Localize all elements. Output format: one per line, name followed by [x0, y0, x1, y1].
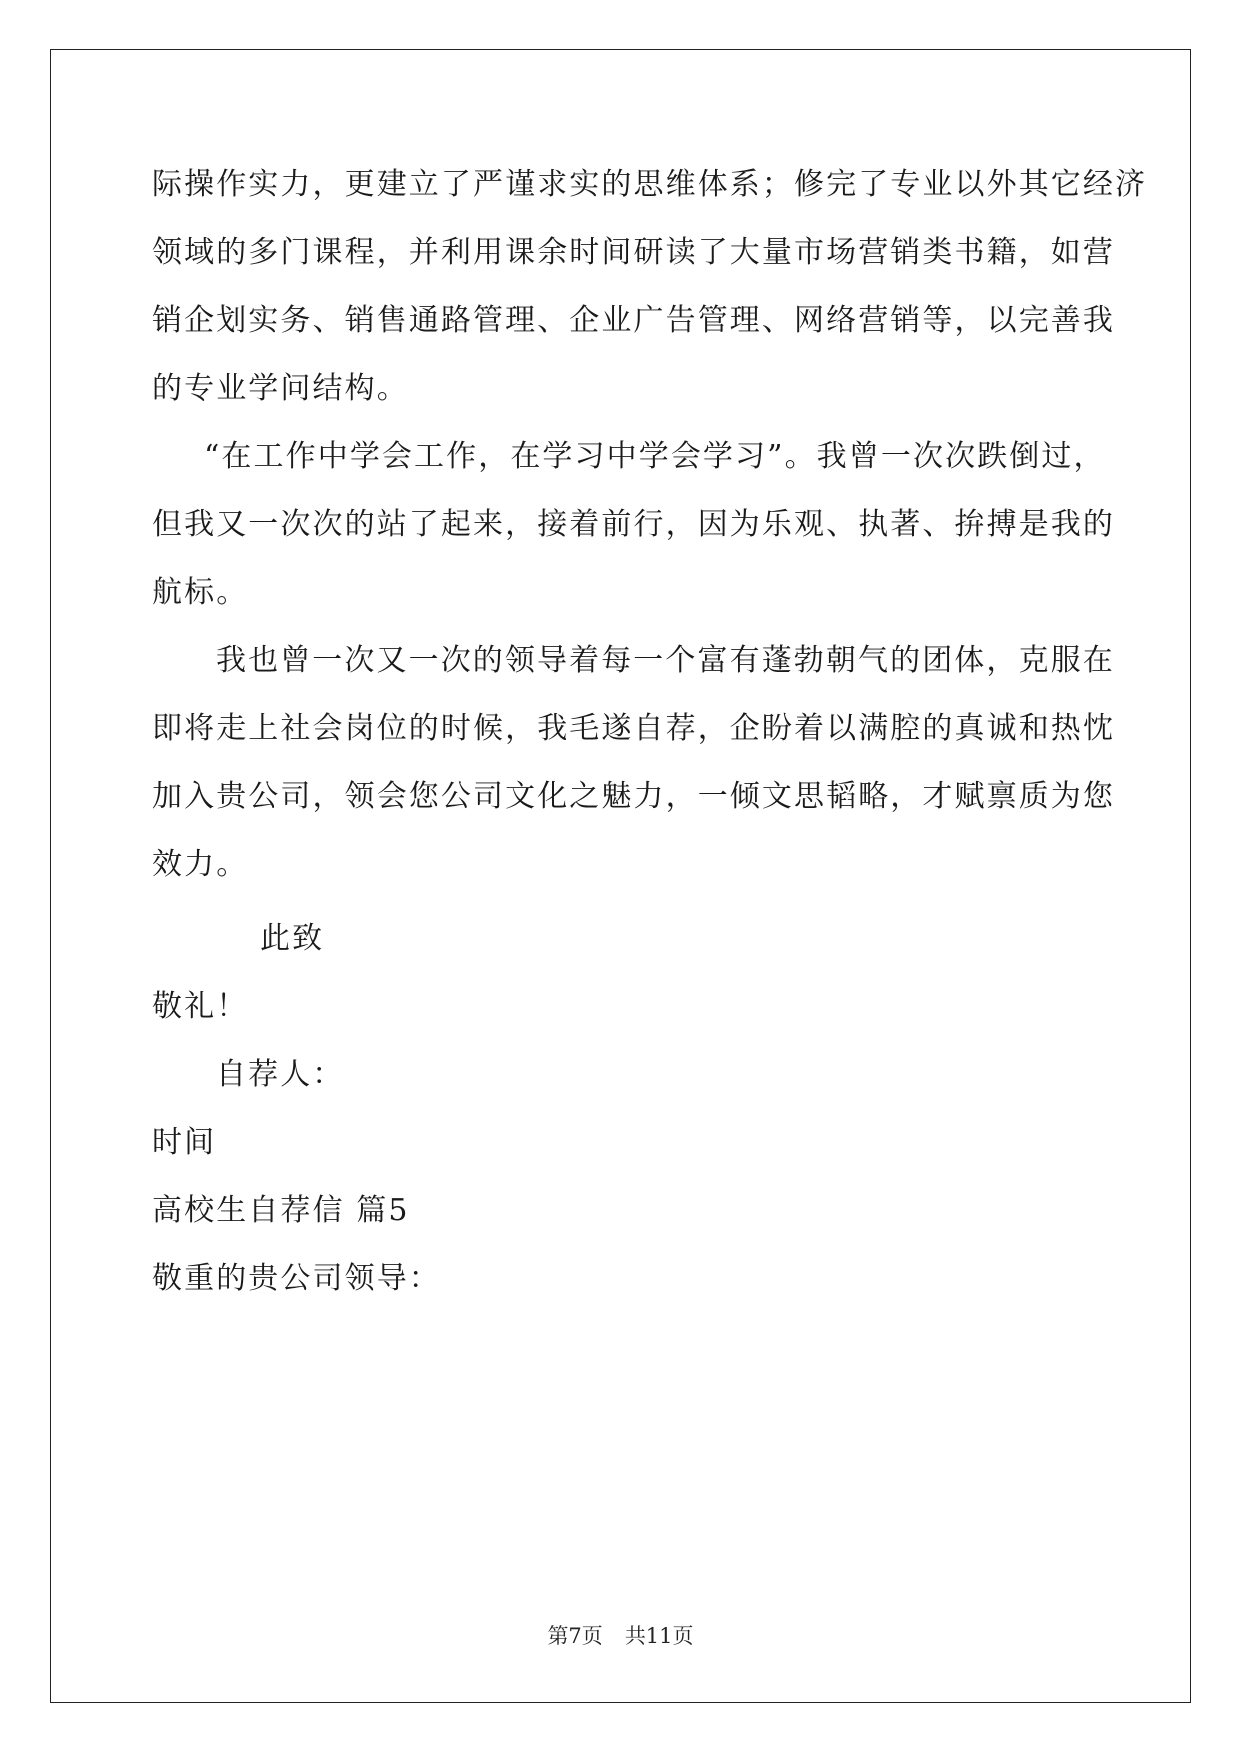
signature-label: 自荐人：	[216, 1057, 345, 1092]
paragraph-line: 即将走上社会岗位的时候，我毛遂自荐，企盼着以满腔的真诚和热忱	[152, 711, 1115, 746]
paragraph-line: 领域的多门课程，并利用课余时间研读了大量市场营销类书籍，如营	[152, 235, 1115, 270]
section-heading: 高校生自荐信 篇5	[152, 1193, 410, 1228]
page-number-current: 第7页	[547, 1624, 603, 1648]
paragraph-line: 但我又一次次的站了起来，接着前行，因为乐观、执著、拚搏是我的	[152, 507, 1115, 542]
paragraph-line: 效力。	[152, 847, 249, 882]
paragraph-line: 航标。	[152, 575, 249, 610]
paragraph-line: 际操作实力，更建立了严谨求实的思维体系；修完了专业以外其它经济	[152, 167, 1148, 202]
page-number-total: 共11页	[624, 1624, 694, 1648]
paragraph-line: 我也曾一次又一次的领导着每一个富有蓬勃朝气的团体，克服在	[216, 643, 1115, 678]
closing-salutation: 此致	[260, 921, 325, 956]
paragraph-line: “在工作中学会工作，在学习中学会学习”。我曾一次次跌倒过，	[204, 439, 1106, 474]
paragraph-line: 销企划实务、销售通路管理、企业广告管理、网络营销等，以完善我	[152, 303, 1115, 338]
page-footer	[0, 1622, 1241, 1650]
letter-greeting: 敬重的贵公司领导：	[152, 1261, 441, 1296]
date-label: 时间	[152, 1125, 217, 1160]
paragraph-line: 的专业学问结构。	[152, 371, 409, 406]
closing-regards: 敬礼！	[152, 989, 249, 1024]
paragraph-line: 加入贵公司，领会您公司文化之魅力，一倾文思韬略，才赋禀质为您	[152, 779, 1115, 814]
